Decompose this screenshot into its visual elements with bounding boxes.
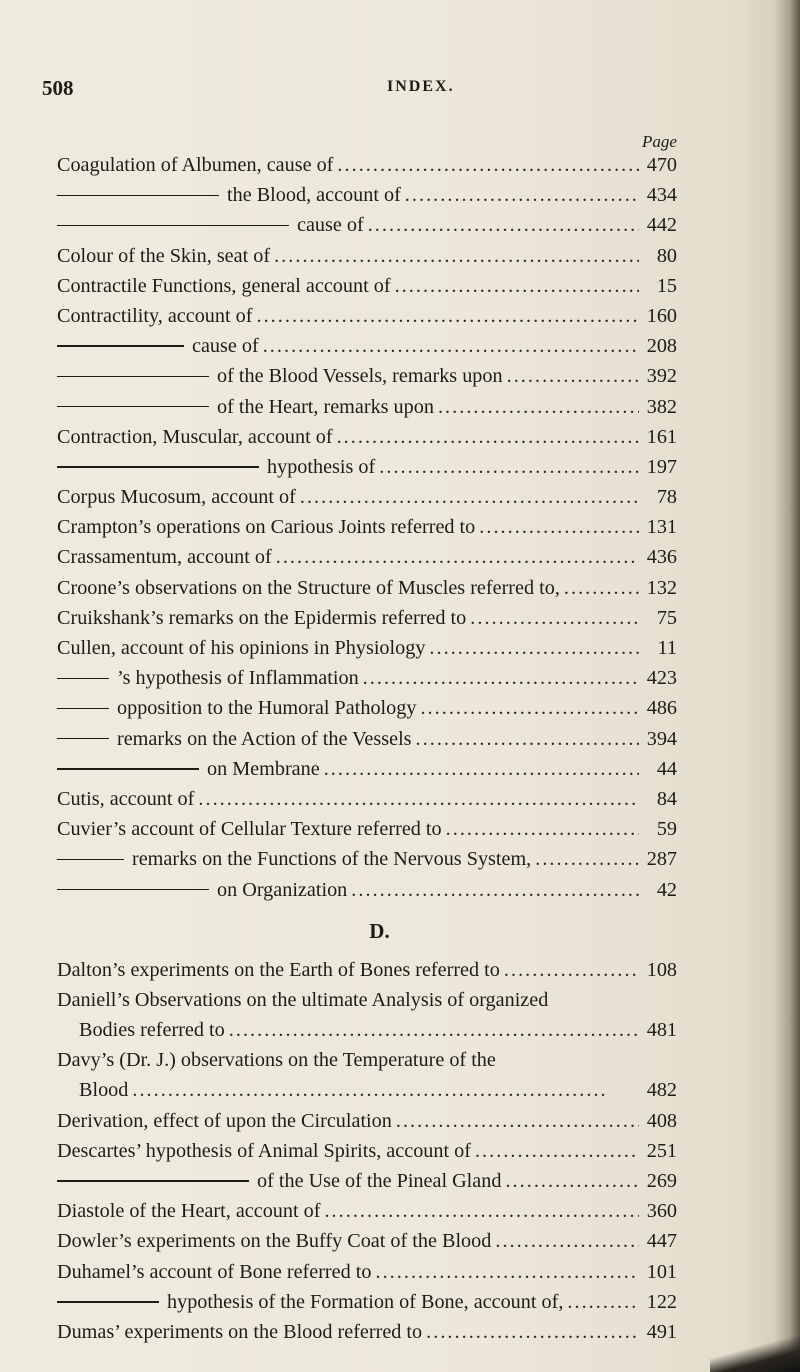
entry-text: Dalton’s experiments on the Earth of Bones referred to	[57, 958, 500, 981]
index-entry	[57, 1317, 677, 1347]
entry-text: Contractile Functions, general account of	[57, 274, 391, 297]
entry-text: on Organization	[217, 878, 348, 901]
leader-dots	[470, 603, 639, 633]
index-entry	[57, 1075, 677, 1105]
entry-page-number: 59	[656, 818, 677, 841]
leader-dots	[416, 724, 639, 754]
entry-text: hypothesis of the Formation of Bone, account of,	[167, 1290, 564, 1313]
entry-page-number: 78	[656, 486, 677, 509]
leader-dots	[363, 663, 639, 693]
entry-text: Croone’s observations on the Structure of Muscles referred to,	[57, 576, 560, 599]
index-entry	[57, 875, 677, 905]
index-entry	[57, 271, 677, 301]
entry-text: remarks on the Functions of the Nervous System,	[132, 848, 532, 871]
leader-dots	[300, 482, 639, 512]
section-d-entries	[57, 955, 677, 1347]
leader-dots	[396, 1106, 639, 1136]
ditto-rule	[57, 406, 209, 408]
index-entry	[57, 180, 677, 210]
index-entry	[57, 693, 677, 723]
page-number: 508	[42, 76, 74, 100]
index-entry	[57, 210, 677, 240]
leader-dots	[198, 784, 639, 814]
entry-text: Colour of the Skin, seat of	[57, 244, 271, 267]
leader-dots	[263, 331, 639, 361]
leader-dots	[405, 180, 639, 210]
index-entry	[57, 754, 677, 784]
entry-text: Descartes’ hypothesis of Animal Spirits, account of	[57, 1139, 471, 1162]
index-entry	[57, 814, 677, 844]
leader-dots	[324, 1196, 639, 1226]
entry-page-number: 108	[646, 958, 677, 981]
entry-text: Contractility, account of	[57, 304, 253, 327]
index-entry	[57, 1196, 677, 1226]
entry-text: Duhamel’s account of Bone referred to	[57, 1260, 372, 1283]
ditto-rule	[57, 678, 109, 680]
entry-page-number: 486	[646, 697, 677, 720]
index-entry	[57, 422, 677, 452]
leader-dots	[429, 633, 639, 663]
running-header	[42, 76, 742, 104]
leader-dots	[337, 422, 639, 452]
index-entry	[57, 1045, 677, 1075]
entry-page-number: 434	[646, 184, 677, 207]
index-entry	[57, 361, 677, 391]
leader-dots	[274, 241, 639, 271]
index-entry	[57, 1106, 677, 1136]
entry-page-number: 436	[646, 546, 677, 569]
entry-text: Crampton’s operations on Carious Joints referred to	[57, 516, 476, 539]
entry-page-number: 44	[656, 757, 677, 780]
ditto-rule	[57, 195, 219, 197]
leader-dots	[256, 301, 639, 331]
page-corner-shadow	[710, 1312, 800, 1372]
index-entry	[57, 452, 677, 482]
index-entry	[57, 573, 677, 603]
page-column-label: Page	[642, 132, 677, 151]
leader-dots	[351, 875, 639, 905]
entry-page-number: 160	[646, 304, 677, 327]
entry-page-number: 75	[656, 606, 677, 629]
leader-dots	[379, 452, 639, 482]
ditto-rule	[57, 738, 109, 740]
entry-text: hypothesis of	[267, 455, 376, 478]
index-entry	[57, 512, 677, 542]
leader-dots	[420, 693, 639, 723]
entry-text: Corpus Mucosum, account of	[57, 486, 296, 509]
leader-dots	[395, 271, 639, 301]
entry-text: Diastole of the Heart, account of	[57, 1200, 321, 1223]
index-entry	[57, 482, 677, 512]
entry-page-number: 42	[656, 878, 677, 901]
index-entry	[57, 301, 677, 331]
leader-dots	[567, 1287, 639, 1317]
index-entry	[57, 844, 677, 874]
entry-text: Cuvier’s account of Cellular Texture referred to	[57, 818, 442, 841]
entry-text: ’s hypothesis of Inflammation	[117, 667, 359, 690]
ditto-rule	[57, 345, 184, 347]
entry-text: Bodies referred to	[79, 1019, 225, 1042]
section-c-entries	[57, 150, 677, 905]
ditto-rule	[57, 225, 289, 227]
index-entry	[57, 241, 677, 271]
entry-page-number: 251	[646, 1139, 677, 1162]
entry-page-number: 287	[646, 848, 677, 871]
page-edge-shadow	[774, 0, 800, 1372]
index-entry	[57, 633, 677, 663]
entry-page-number: 101	[646, 1260, 677, 1283]
entry-text: Blood	[79, 1079, 129, 1102]
entry-text: cause of	[297, 214, 364, 237]
leader-dots	[507, 361, 639, 391]
ditto-rule	[57, 376, 209, 378]
index-entry	[57, 724, 677, 754]
entry-text: Contraction, Muscular, account of	[57, 425, 333, 448]
index-entry	[57, 1226, 677, 1256]
entry-page-number: 423	[646, 667, 677, 690]
index-entry	[57, 603, 677, 633]
ditto-rule	[57, 466, 259, 468]
index-entry	[57, 985, 677, 1015]
entry-page-number: 482	[646, 1079, 677, 1102]
leader-dots	[564, 573, 639, 603]
ditto-rule	[57, 859, 124, 861]
index-entry	[57, 1287, 677, 1317]
entry-text: Cullen, account of his opinions in Physiology	[57, 637, 426, 659]
entry-text: remarks on the Action of the Vessels	[117, 727, 412, 750]
entry-page-number: 481	[646, 1019, 677, 1042]
leader-dots	[368, 210, 639, 240]
leader-dots	[535, 844, 639, 874]
entry-page-number: 132	[646, 576, 677, 599]
section-heading-d: D.	[369, 918, 390, 943]
entry-text: opposition to the Humoral Pathology	[117, 697, 417, 720]
leader-dots	[132, 1075, 639, 1105]
ditto-rule	[57, 1180, 249, 1182]
entry-text: Dowler’s experiments on the Buffy Coat of the Blood	[57, 1230, 492, 1253]
entry-text: Dumas’ experiments on the Blood referred to	[57, 1320, 423, 1343]
entry-page-number: 15	[656, 274, 677, 297]
entry-text: Daniell’s Observations on the ultimate Analysis of organized	[57, 988, 549, 1011]
entry-text: Cruikshank’s remarks on the Epidermis referred to	[57, 606, 467, 629]
leader-dots	[276, 542, 639, 572]
ditto-rule	[57, 768, 199, 770]
entry-page-number: 80	[656, 244, 677, 267]
entry-text: on Membrane	[207, 757, 320, 780]
entry-page-number: 447	[646, 1230, 677, 1253]
entry-page-number: 208	[646, 335, 677, 358]
entry-page-number: 84	[656, 787, 677, 810]
entry-text: Cutis, account of	[57, 787, 195, 810]
index-entry	[57, 784, 677, 814]
ditto-rule	[57, 708, 109, 710]
leader-dots	[229, 1015, 639, 1045]
entry-page-number: 408	[646, 1109, 677, 1132]
running-title: INDEX.	[387, 78, 455, 95]
entry-page-number: 11	[657, 637, 677, 659]
index-entry	[57, 663, 677, 693]
leader-dots	[504, 955, 639, 985]
entry-page-number: 442	[646, 214, 677, 237]
index-entry	[57, 1166, 677, 1196]
entry-page-number: 197	[646, 455, 677, 478]
index-entry	[57, 392, 677, 422]
entry-text: the Blood, account of	[227, 184, 401, 207]
index-entry	[57, 150, 677, 180]
entry-page-number: 131	[646, 516, 677, 539]
index-entry	[57, 1136, 677, 1166]
entry-text: Crassamentum, account of	[57, 546, 272, 569]
entry-text: Coagulation of Albumen, cause of	[57, 154, 334, 176]
entry-page-number: 360	[646, 1200, 677, 1223]
leader-dots	[475, 1136, 639, 1166]
leader-dots	[375, 1257, 639, 1287]
entry-text: of the Heart, remarks upon	[217, 395, 434, 418]
entry-page-number: 394	[646, 727, 677, 750]
index-entry	[57, 955, 677, 985]
entry-page-number: 470	[646, 154, 677, 176]
entry-page-number: 161	[646, 425, 677, 448]
leader-dots	[438, 392, 639, 422]
leader-dots	[446, 814, 639, 844]
entry-text: cause of	[192, 335, 259, 358]
ditto-rule	[57, 889, 209, 891]
entry-text: Derivation, effect of upon the Circulation	[57, 1109, 392, 1132]
leader-dots	[495, 1226, 639, 1256]
leader-dots	[337, 150, 639, 180]
leader-dots	[505, 1166, 639, 1196]
ditto-rule	[57, 1301, 159, 1303]
entry-page-number: 382	[646, 395, 677, 418]
index-entry	[57, 542, 677, 572]
index-entry	[57, 1015, 677, 1045]
entry-page-number: 491	[646, 1320, 677, 1343]
index-entry	[57, 331, 677, 361]
leader-dots	[426, 1317, 639, 1347]
leader-dots	[479, 512, 639, 542]
index-list	[57, 150, 677, 1347]
entry-page-number: 392	[646, 365, 677, 388]
entry-text: Davy’s (Dr. J.) observations on the Temperature of the	[57, 1049, 496, 1072]
index-entry	[57, 1257, 677, 1287]
entry-page-number: 122	[646, 1290, 677, 1313]
entry-text: of the Use of the Pineal Gland	[257, 1170, 502, 1192]
entry-text: of the Blood Vessels, remarks upon	[217, 365, 503, 388]
entry-page-number: 269	[646, 1170, 677, 1192]
leader-dots	[324, 754, 639, 784]
